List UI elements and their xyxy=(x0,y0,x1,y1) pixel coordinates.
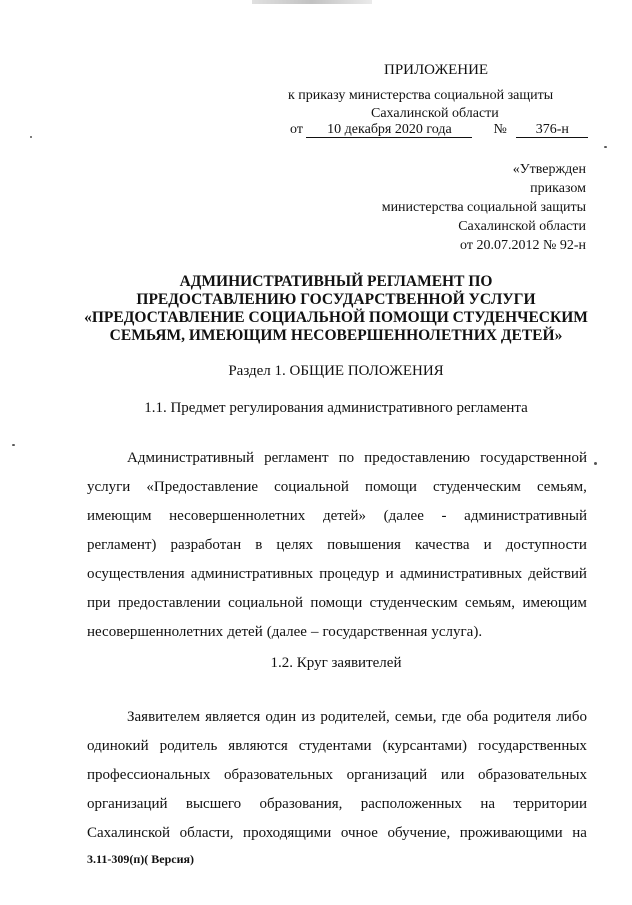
word: качества xyxy=(415,537,470,553)
section-heading: Раздел 1. ОБЩИЕ ПОЛОЖЕНИЯ xyxy=(228,363,444,379)
word: является xyxy=(205,709,261,725)
word: (курсантами) xyxy=(382,738,468,754)
word: государственной xyxy=(480,450,587,466)
order-number: 376-н xyxy=(516,122,588,138)
word: административных xyxy=(190,566,314,582)
para-line xyxy=(87,531,587,560)
para-line xyxy=(87,502,587,531)
scan-speck xyxy=(30,136,32,138)
title-line: АДМИНИСТРАТИВНЫЙ РЕГЛАМЕНТ ПО xyxy=(179,273,493,290)
word: территории xyxy=(513,796,587,812)
word: проходящими xyxy=(243,825,332,841)
word: очное xyxy=(340,825,378,841)
appendix-title: ПРИЛОЖЕНИЕ xyxy=(384,62,489,78)
word: проживающими xyxy=(459,825,563,841)
word: помощи xyxy=(310,595,363,611)
order-region: Сахалинской области xyxy=(371,106,499,121)
word: по xyxy=(338,450,355,466)
word: несовершеннолетних xyxy=(169,508,306,524)
para-line xyxy=(87,790,587,819)
word: семьи, xyxy=(394,709,437,725)
word: из xyxy=(301,709,316,725)
word: высшего xyxy=(185,796,242,812)
word: студентами xyxy=(298,738,372,754)
para-line xyxy=(87,473,587,502)
word: Заявителем xyxy=(127,709,201,725)
word: одинокий xyxy=(87,738,149,754)
word: либо xyxy=(556,709,587,725)
para-line xyxy=(87,732,587,761)
word: имеющим xyxy=(87,508,152,524)
approved-line: министерства социальной защиты xyxy=(381,200,586,215)
order-date: 10 декабря 2020 года xyxy=(306,122,472,138)
word: на xyxy=(480,796,495,812)
paragraph-1-1 xyxy=(87,444,587,647)
word: и xyxy=(385,566,394,582)
word: административный xyxy=(464,508,587,524)
word: «Предоставление xyxy=(146,479,258,495)
word: организаций xyxy=(346,767,428,783)
word: целях xyxy=(276,537,313,553)
word: или xyxy=(440,767,465,783)
word: Сахалинской xyxy=(87,825,171,841)
word: (далее xyxy=(266,624,307,640)
title-line: «ПРЕДОСТАВЛЕНИЕ СОЦИАЛЬНОЙ ПОМОЩИ СТУДЕНЧЕСКИМ xyxy=(84,309,588,326)
para-line xyxy=(87,560,587,589)
approved-line: Сахалинской области xyxy=(458,219,586,234)
word: образования, xyxy=(259,796,343,812)
word: при xyxy=(87,595,111,611)
word: предоставлении xyxy=(118,595,221,611)
word: семьям, xyxy=(536,479,587,495)
word: студенческим xyxy=(432,479,521,495)
word: детей xyxy=(227,624,263,640)
word: осуществления xyxy=(87,566,185,582)
para-line xyxy=(87,618,587,647)
word: и xyxy=(483,537,492,553)
word: помощи xyxy=(365,479,417,495)
word: регламент) xyxy=(87,537,157,553)
word: организаций xyxy=(87,796,168,812)
word: студенческим xyxy=(369,595,458,611)
date-prefix: от xyxy=(290,122,303,137)
word: на xyxy=(572,825,587,841)
word: профессиональных xyxy=(87,767,211,783)
word: услуга). xyxy=(431,624,483,640)
word: услуги xyxy=(87,479,131,495)
word: где xyxy=(441,709,462,725)
scan-mark xyxy=(252,0,372,4)
word: несовершеннолетних xyxy=(87,624,224,640)
word: социальной xyxy=(228,595,303,611)
word: государственная xyxy=(322,624,428,640)
title-line: СЕМЬЯМ, ИМЕЮЩИМ НЕСОВЕРШЕННОЛЕТНИХ ДЕТЕЙ» xyxy=(109,327,563,344)
word: предоставлению xyxy=(364,450,471,466)
word: образовательных xyxy=(224,767,333,783)
word: – xyxy=(310,624,319,640)
approved-line: приказом xyxy=(530,181,586,196)
para-line xyxy=(87,819,587,848)
word: повышения xyxy=(327,537,401,553)
word: доступности xyxy=(505,537,587,553)
para-line xyxy=(87,589,587,618)
word: имеющим xyxy=(522,595,587,611)
version-code: 3.11-309(п)( Версия) xyxy=(87,852,194,866)
para-line xyxy=(87,444,587,473)
order-date-row xyxy=(290,122,588,138)
word: семьям, xyxy=(465,595,516,611)
word: родителя xyxy=(493,709,552,725)
word: - xyxy=(441,508,447,524)
word: административных xyxy=(399,566,523,582)
approved-line: «Утвержден xyxy=(512,162,586,177)
word: процедур xyxy=(319,566,380,582)
word: государственных xyxy=(477,738,587,754)
word: регламент xyxy=(264,450,329,466)
subsection-heading-1-2: 1.2. Круг заявителей xyxy=(270,655,402,671)
scan-speck xyxy=(12,444,15,446)
scan-speck xyxy=(604,146,607,148)
word: оба xyxy=(466,709,489,725)
number-sign: № xyxy=(493,122,507,137)
word: социальной xyxy=(274,479,349,495)
word: детей» xyxy=(322,508,366,524)
word: родитель xyxy=(159,738,218,754)
para-line xyxy=(87,761,587,790)
word: родителей, xyxy=(320,709,390,725)
document-version-code xyxy=(87,852,194,867)
word: являются xyxy=(228,738,288,754)
title-line: ПРЕДОСТАВЛЕНИЮ ГОСУДАРСТВЕННОЙ УСЛУГИ xyxy=(136,291,536,308)
approved-block xyxy=(382,160,586,255)
order-reference: к приказу министерства социальной защиты xyxy=(288,88,554,103)
para-line xyxy=(87,703,587,732)
word: в xyxy=(255,537,263,553)
word: обучение, xyxy=(387,825,451,841)
scan-speck xyxy=(594,462,597,465)
word: Административный xyxy=(127,450,255,466)
word: разработан xyxy=(170,537,242,553)
word: расположенных xyxy=(360,796,462,812)
paragraph-1-2 xyxy=(87,703,587,848)
word: (далее xyxy=(383,508,424,524)
word: один xyxy=(265,709,297,725)
approved-line: от 20.07.2012 № 92-н xyxy=(460,238,586,253)
word: области, xyxy=(179,825,234,841)
document-title xyxy=(60,273,612,345)
subsection-heading-1-1: 1.1. Предмет регулирования административного регламента xyxy=(144,400,528,416)
word: действий xyxy=(528,566,587,582)
word: образовательных xyxy=(478,767,587,783)
